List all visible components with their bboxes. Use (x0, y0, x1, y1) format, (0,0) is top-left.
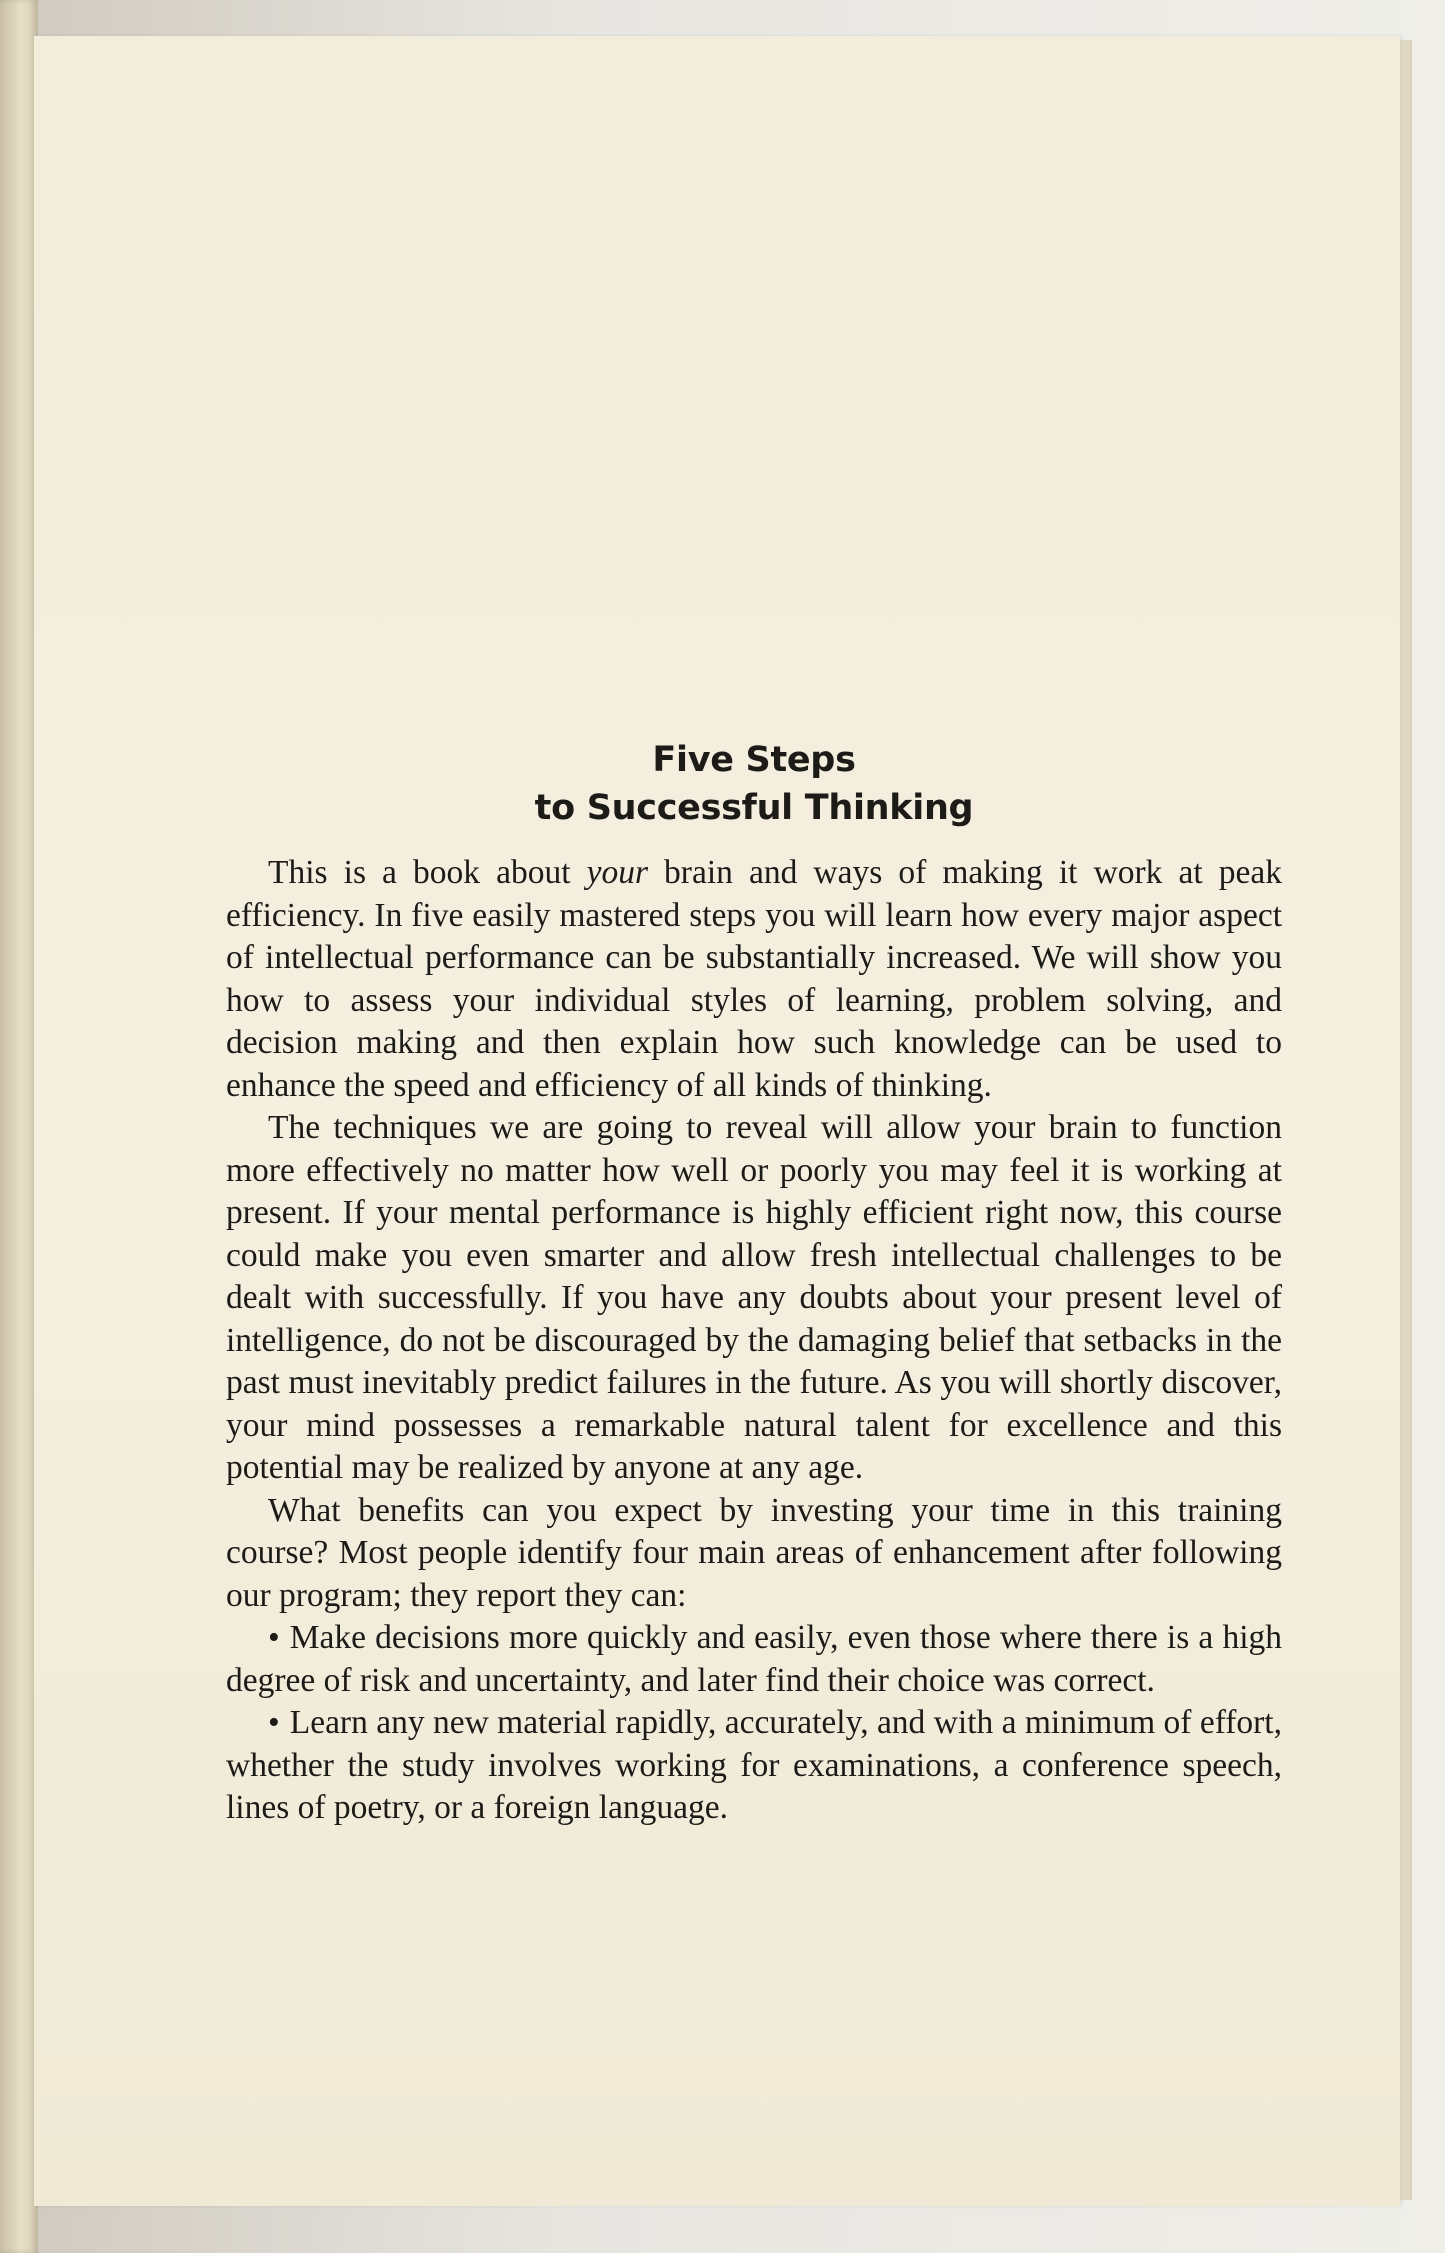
body-text (226, 852, 1282, 1830)
bullet-item-2 (226, 1702, 1282, 1830)
paragraph-1-emphasis: your (586, 854, 648, 891)
paragraph-3: What benefits can you expect by investing your time in this training course? Most people identify four main areas of enhancement after following our program; they report they can: (226, 1491, 1282, 1614)
chapter-title-line-2: to Successful Thinking (534, 788, 974, 828)
bullet-item-1 (226, 1617, 1282, 1702)
bullet-item-2-text: Learn any new material rapidly, accurately, and with a minimum of effort, whether the study involves working for examinations, a conference speech, lines of poetry, or a foreign language. (226, 1704, 1282, 1826)
paragraph-1 (226, 852, 1282, 1107)
paragraph-1-rest: brain and ways of making it work at peak efficiency. In five easily mastered steps you will learn how every major aspect of intellectual performance can be substantially increased. We will show you how to assess your individual styles of learning, problem solving, and decision making and then explain how such knowledge can be used to enhance the speed and efficiency of all kinds of thinking. (226, 854, 1282, 1104)
bullet-icon: • (268, 1704, 280, 1741)
book-page (34, 36, 1400, 2206)
paragraph-1-start: This is a book about (268, 854, 587, 891)
page-stack-edge (1398, 40, 1412, 2200)
facing-page-edge (0, 0, 38, 2253)
page-content (226, 736, 1282, 1830)
chapter-title (226, 736, 1282, 832)
paragraph-2: The techniques we are going to reveal will allow your brain to function more effectively no matter how well or poorly you may feel it is working at present. If your mental performance is highly efficient right now, this course could make you even smarter and allow fresh intellectual challenges to be dealt with successfully. If you have any doubts about your present level of intelligence, do not be discouraged by the damaging belief that setbacks in the past must inevitably predict failures in the future. As you will shortly discover, your mind possesses a remarkable natural talent for excellence and this potential may be realized by anyone at any age. (226, 1109, 1282, 1486)
bullet-item-1-text: Make decisions more quickly and easily, even those where there is a high degree of risk and uncertainty, and later find their choice was correct. (226, 1619, 1282, 1699)
bullet-icon: • (268, 1619, 280, 1656)
chapter-title-line-1: Five Steps (652, 740, 856, 780)
